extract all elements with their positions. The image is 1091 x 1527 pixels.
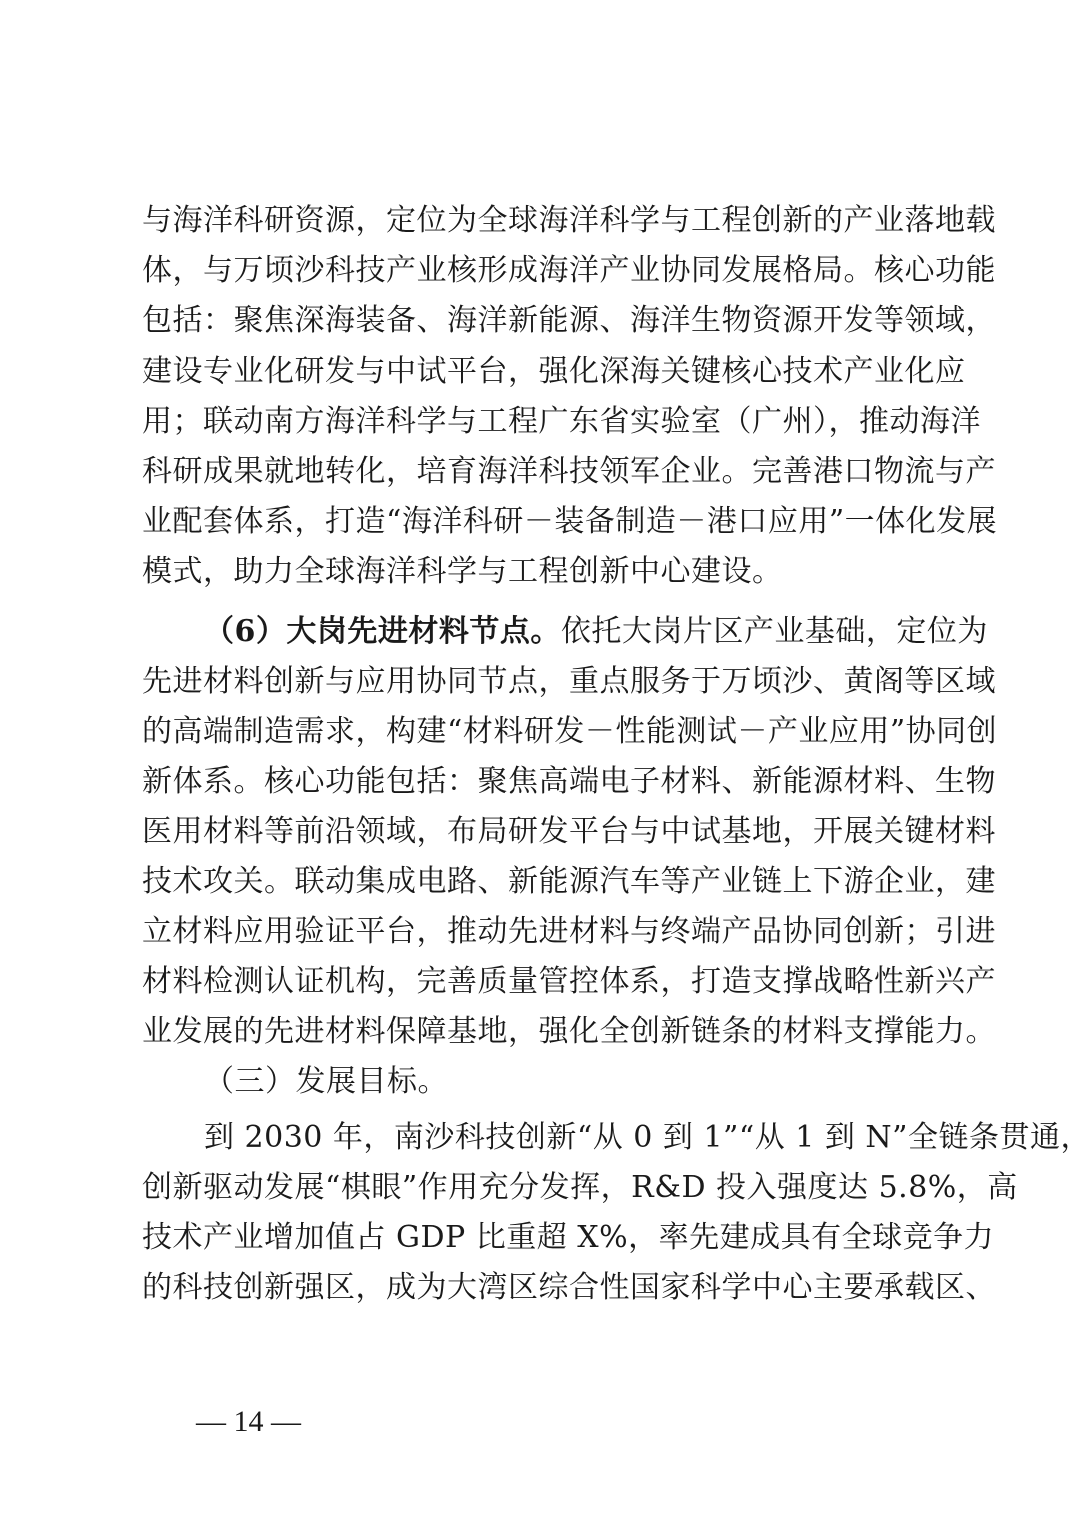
body-line: 与海洋科研资源，定位为全球海洋科学与工程创新的产业落地载	[142, 203, 996, 238]
section-heading-3: （三）发展目标。	[204, 1064, 448, 1099]
section-heading-6: （6）大岗先进材料节点。	[204, 614, 561, 649]
body-line: 用；联动南方海洋科学与工程广东省实验室（广州），推动海洋	[142, 404, 981, 439]
body-line: 立材料应用验证平台，推动先进材料与终端产品协同创新；引进	[142, 914, 996, 949]
section-6-first-line	[204, 612, 988, 652]
body-line: 的高端制造需求，构建“材料研发－性能测试－产业应用”协同创	[142, 714, 998, 749]
body-line: 材料检测认证机构，完善质量管控体系，打造支撑战略性新兴产	[142, 964, 996, 999]
body-line: 科研成果就地转化，培育海洋科技领军企业。完善港口物流与产	[142, 454, 996, 489]
body-line: 的科技创新强区，成为大湾区综合性国家科学中心主要承载区、	[142, 1270, 996, 1305]
body-line: 医用材料等前沿领域，布局研发平台与中试基地，开展关键材料	[142, 814, 996, 849]
body-line: 业配套体系，打造“海洋科研－装备制造－港口应用”一体化发展	[142, 504, 998, 539]
body-line: 先进材料创新与应用协同节点，重点服务于万顷沙、黄阁等区域	[142, 664, 996, 699]
body-line: 技术攻关。联动集成电路、新能源汽车等产业链上下游企业，建	[142, 864, 996, 899]
body-line: 业发展的先进材料保障基地，强化全创新链条的材料支撑能力。	[142, 1014, 996, 1049]
body-line: 到 2030 年，南沙科技创新“从 0 到 1”“从 1 到 N”全链条贯通，	[204, 1120, 1091, 1155]
body-line: 体，与万顷沙科技产业核形成海洋产业协同发展格局。核心功能	[142, 253, 996, 288]
body-line: 技术产业增加值占 GDP 比重超 X%，率先建成具有全球竞争力	[142, 1220, 995, 1255]
page-number: — 14 —	[196, 1405, 301, 1438]
body-line: 建设专业化研发与中试平台，强化深海关键核心技术产业化应	[142, 354, 966, 389]
body-line: 包括：聚焦深海装备、海洋新能源、海洋生物资源开发等领域，	[142, 303, 996, 338]
body-line: 模式，助力全球海洋科学与工程创新中心建设。	[142, 554, 783, 589]
body-text: 依托大岗片区产业基础，定位为	[560, 614, 988, 649]
body-line: 创新驱动发展“棋眼”作用充分发挥，R&D 投入强度达 5.8%，高	[142, 1170, 1018, 1205]
body-line: 新体系。核心功能包括：聚焦高端电子材料、新能源材料、生物	[142, 764, 996, 799]
